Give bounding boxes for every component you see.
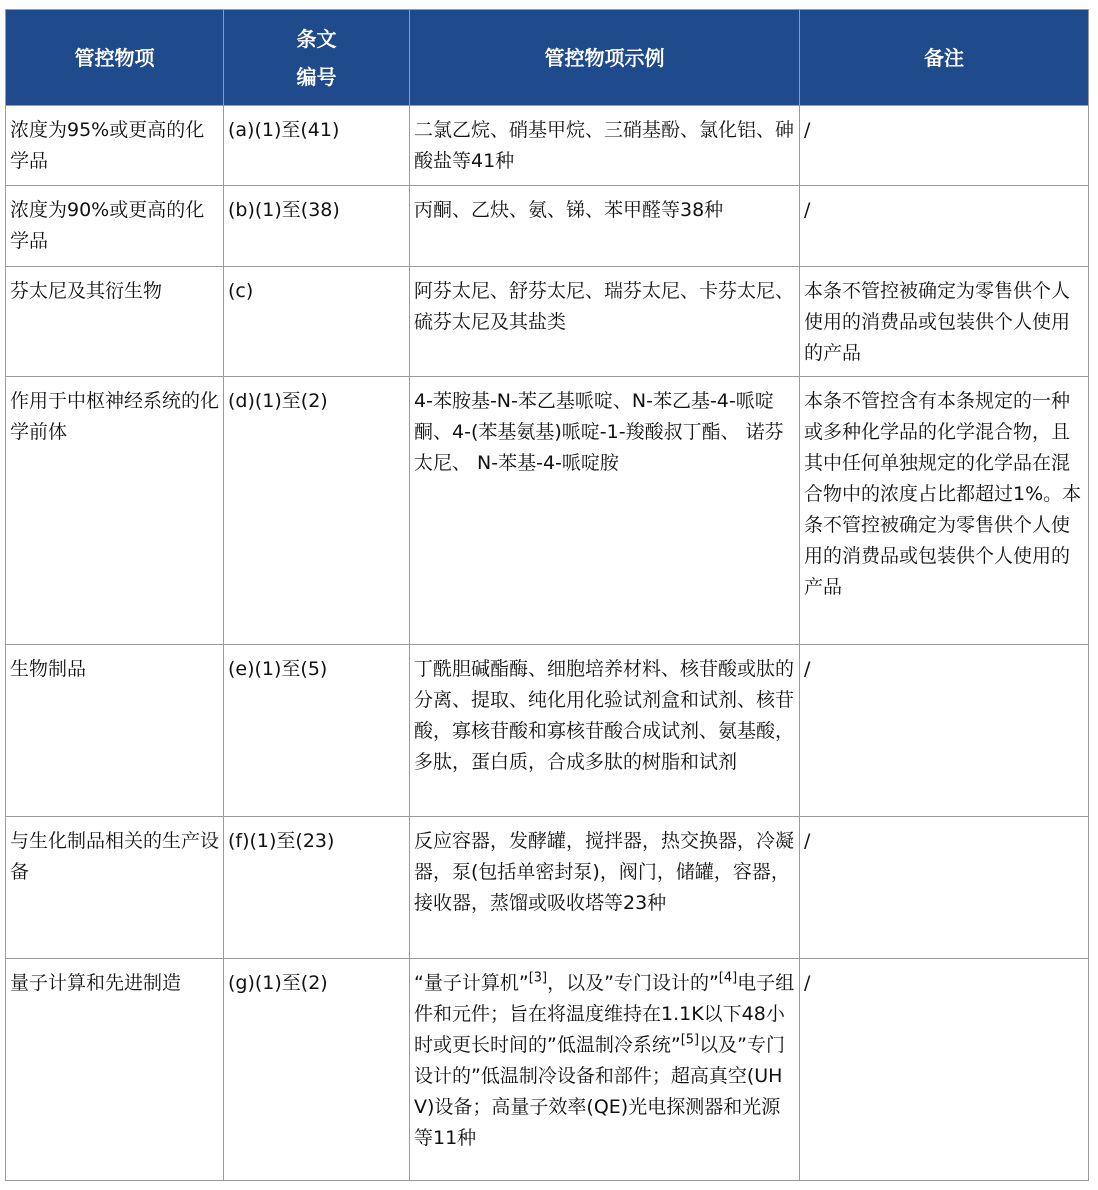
example-cell: 反应容器，发酵罐，搅拌器，热交换器，冷凝器，泵(包括单密封泵)，阀门，储罐，容器，接收器，蒸馏或吸收塔等23种 bbox=[410, 817, 800, 959]
header-row bbox=[6, 10, 1089, 106]
note-cell: / bbox=[800, 645, 1089, 817]
footnote-ref: [5] bbox=[680, 1032, 700, 1048]
item-cell: 浓度为90%或更高的化学品 bbox=[6, 186, 224, 267]
item-cell: 与生化制品相关的生产设备 bbox=[6, 817, 224, 959]
footnote-ref: [3] bbox=[528, 970, 548, 986]
table-row bbox=[6, 377, 1089, 645]
note-cell: / bbox=[800, 106, 1089, 186]
example-cell: 丙酮、乙炔、氨、锑、苯甲醛等38种 bbox=[410, 186, 800, 267]
code-cell: (a)(1)至(41) bbox=[224, 106, 410, 186]
item-cell: 量子计算和先进制造 bbox=[6, 959, 224, 1181]
note-cell: / bbox=[800, 817, 1089, 959]
header-code: 条文 编号 bbox=[224, 10, 410, 106]
example-cell: 二氯乙烷、硝基甲烷、三硝基酚、氯化铝、砷酸盐等41种 bbox=[410, 106, 800, 186]
table-row bbox=[6, 106, 1089, 186]
note-cell: 本条不管控被确定为零售供个人使用的消费品或包装供个人使用的产品 bbox=[800, 267, 1089, 377]
table-row bbox=[6, 186, 1089, 267]
item-cell: 芬太尼及其衍生物 bbox=[6, 267, 224, 377]
example-cell: 4-苯胺基-N-苯乙基哌啶、N-苯乙基-4-哌啶酮、4-(苯基氨基)哌啶-1-羧酸叔丁酯、 诺芬太尼、 N-苯基-4-哌啶胺 bbox=[410, 377, 800, 645]
table-row bbox=[6, 959, 1089, 1181]
table-row bbox=[6, 645, 1089, 817]
code-cell: (c) bbox=[224, 267, 410, 377]
item-cell: 浓度为95%或更高的化学品 bbox=[6, 106, 224, 186]
example-cell: “量子计算机”[3]，以及”专门设计的”[4]电子组件和元件；旨在将温度维持在1.1K以下48小时或更长时间的”低温制冷系统”[5]以及”专门设计的”低温制冷设备和部件；超高真空(UHV)设备；高量子效率(QE)光电探测器和光源等11种 bbox=[410, 959, 800, 1181]
code-cell: (g)(1)至(2) bbox=[224, 959, 410, 1181]
table-row bbox=[6, 817, 1089, 959]
header-item: 管控物项 bbox=[6, 10, 224, 106]
header-note: 备注 bbox=[800, 10, 1089, 106]
example-cell: 阿芬太尼、舒芬太尼、瑞芬太尼、卡芬太尼、硫芬太尼及其盐类 bbox=[410, 267, 800, 377]
controls-table bbox=[5, 9, 1089, 1181]
code-cell: (f)(1)至(23) bbox=[224, 817, 410, 959]
example-cell: 丁酰胆碱酯酶、细胞培养材料、核苷酸或肽的分离、提取、纯化用化验试剂盒和试剂、核苷酸，寡核苷酸和寡核苷酸合成试剂、氨基酸，多肽，蛋白质，合成多肽的树脂和试剂 bbox=[410, 645, 800, 817]
footnote-ref: [4] bbox=[718, 970, 738, 986]
code-cell: (d)(1)至(2) bbox=[224, 377, 410, 645]
note-cell: / bbox=[800, 959, 1089, 1181]
item-cell: 生物制品 bbox=[6, 645, 224, 817]
note-cell: 本条不管控含有本条规定的一种或多种化学品的化学混合物，且其中任何单独规定的化学品在混合物中的浓度占比都超过1%。本条不管控被确定为零售供个人使用的消费品或包装供个人使用的产品 bbox=[800, 377, 1089, 645]
code-cell: (b)(1)至(38) bbox=[224, 186, 410, 267]
table-row bbox=[6, 267, 1089, 377]
code-cell: (e)(1)至(5) bbox=[224, 645, 410, 817]
item-cell: 作用于中枢神经系统的化学前体 bbox=[6, 377, 224, 645]
note-cell: / bbox=[800, 186, 1089, 267]
header-example: 管控物项示例 bbox=[410, 10, 800, 106]
